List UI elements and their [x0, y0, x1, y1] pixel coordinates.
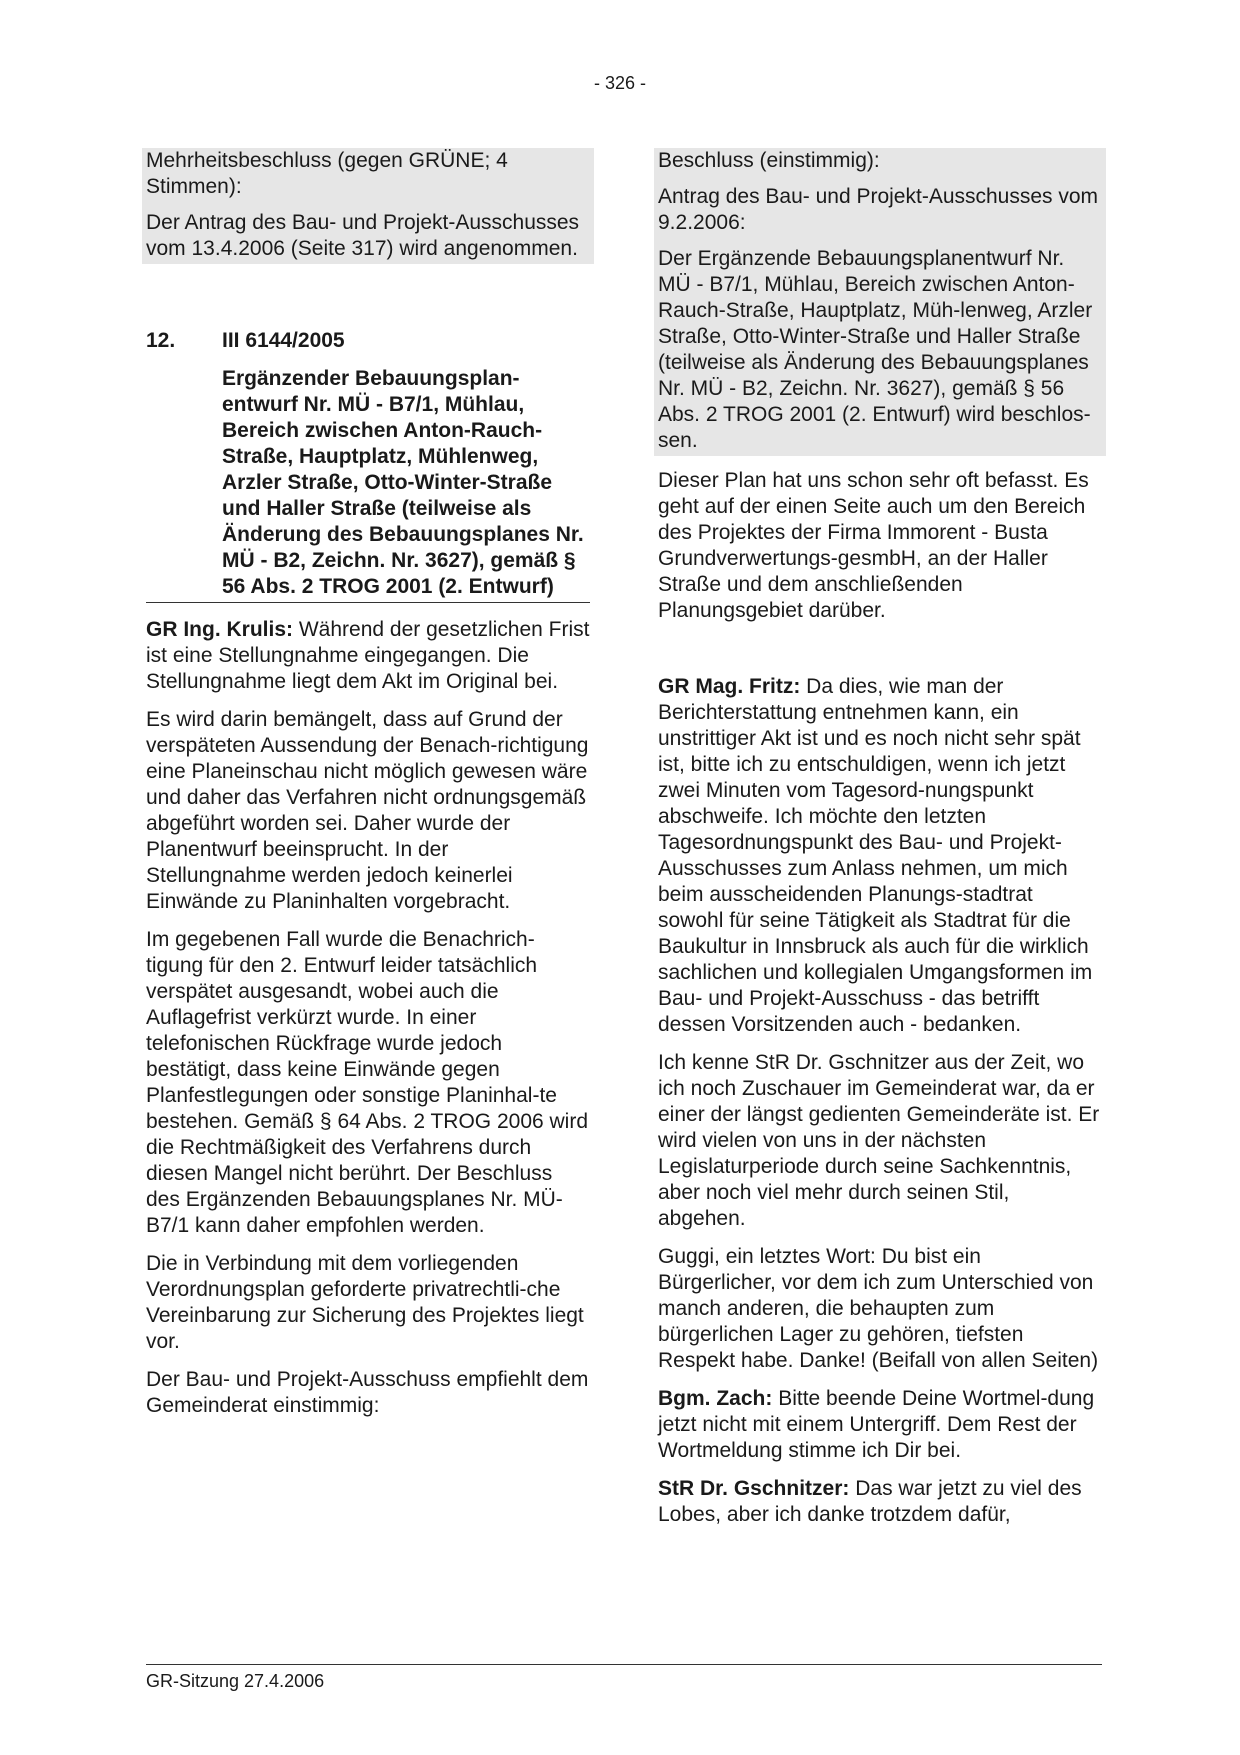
footer-text: GR-Sitzung 27.4.2006: [146, 1671, 325, 1691]
agenda-number: 12.: [146, 329, 176, 352]
resolution-text: Der Antrag des Bau- und Projekt-Ausschusses vom 13.4.2006 (Seite 317) wird angenommen.: [146, 211, 580, 260]
paragraph: Guggi, ein letztes Wort: Du bist ein Bürgerlicher, vor dem ich zum Unterschied von manch anderen, die behaupten zum bürgerlichen Lager zu gehören, tiefsten Respekt habe. Danke! (Beifall von allen Seiten): [658, 1245, 1099, 1372]
paragraph: Ich kenne StR Dr. Gschnitzer aus der Zeit, wo ich noch Zuschauer im Gemeinderat war, da er einer der längst gedienten Gemeinderäte ist. Er wird vielen von uns in der nächsten Legislaturperiode durch seine Sachkenntnis, aber noch viel mehr durch seinen Stil, abgehen.: [658, 1051, 1100, 1230]
paragraph: Die in Verbindung mit dem vorliegenden Verordnungsplan geforderte privatrechtli-che Vereinbarung zur Sicherung des Projektes liegt vor.: [146, 1252, 584, 1353]
speech-text: Bitte beende Deine Wortmel-dung jetzt nicht mit einem Untergriff. Dem Rest der Wortmeldung stimme ich Dir bei.: [658, 1387, 1095, 1462]
right-column: [658, 148, 1102, 1540]
resolution-subheading: Antrag des Bau- und Projekt-Ausschusses vom 9.2.2006:: [658, 185, 1099, 234]
resolution-heading: Mehrheitsbeschluss (gegen GRÜNE; 4 Stimmen):: [146, 149, 508, 198]
paragraph: Es wird darin bemängelt, dass auf Grund der verspäteten Aussendung der Benach-richtigung eine Planeinschau nicht möglich gewesen wäre und daher das Verfahren nicht ordnungsgemäß abgeführt worden sei. Daher wurde der Planentwurf beeinsprucht. In der Stellungnahme werden jedoch keinerlei Einwände zu Planinhalten vorgebracht.: [146, 708, 589, 913]
resolution-box-right: [654, 148, 1106, 456]
speaker-name: GR Ing. Krulis:: [146, 618, 293, 641]
resolution-box-left: [142, 148, 594, 264]
speech-fritz: [658, 674, 1102, 1038]
speech-gschnitzer: [658, 1476, 1102, 1528]
speech-zach: [658, 1386, 1102, 1464]
speech-text: Das war jetzt zu viel des Lobes, aber ich danke trotzdem dafür,: [658, 1477, 1082, 1526]
paragraph: Im gegebenen Fall wurde die Benachrich-tigung für den 2. Entwurf leider tatsächlich verspätet ausgesandt, wobei auch die Auflagefrist verkürzt wurde. In einer telefonischen Rückfrage wurde jedoch bestätigt, dass keine Einwände gegen Planfestlegungen oder sonstige Planinhal-te bestehen. Gemäß § 64 Abs. 2 TROG 2006 wird die Rechtmäßigkeit des Verfahrens durch diesen Mangel nicht berührt. Der Beschluss des Ergänzenden Bebauungsplanes Nr. MÜ-B7/1 kann daher empfohlen werden.: [146, 928, 589, 1237]
agenda-reference: III 6144/2005: [222, 329, 345, 352]
left-column: [146, 148, 590, 1431]
agenda-title: Ergänzender Bebauungsplan-entwurf Nr. MÜ - B7/1, Mühlau, Bereich zwischen Anton-Rauch-Straße, Hauptplatz, Mühlenweg, Arzler Straße, Otto-Winter-Straße und Haller Straße (teilweise als Änderung des Bebauungsplanes Nr. MÜ - B2, Zeichn. Nr. 3627), gemäß § 56 Abs. 2 TROG 2001 (2. Entwurf): [222, 367, 584, 598]
agenda-item: [146, 328, 590, 603]
resolution-text: Der Ergänzende Bebauungsplanentwurf Nr. MÜ - B7/1, Mühlau, Bereich zwischen Anton-Rauch-Straße, Hauptplatz, Müh-lenweg, Arzler Straße, Otto-Winter-Straße und Haller Straße (teilweise als Änderung des Bebauungsplanes Nr. MÜ - B2, Zeichn. Nr. 3627), gemäß § 56 Abs. 2 TROG 2001 (2. Entwurf) wird beschlos-sen.: [658, 247, 1093, 452]
speech-text: Da dies, wie man der Berichterstattung entnehmen kann, ein unstrittiger Akt ist und es noch nicht sehr spät ist, bitte ich zu entschuldigen, wenn ich jetzt zwei Minuten vom Tagesord-nungspunkt abschweife. Ich möchte den letzten Tagesordnungspunkt des Bau- und Projekt-Ausschusses zum Anlass nehmen, um mich beim ausscheidenden Planungs-stadtrat sowohl für seine Tätigkeit als Stadtrat für die Baukultur in Innsbruck als auch für die wirklich sachlichen und kollegialen Umgangsformen im Bau- und Projekt-Ausschuss - das betrifft dessen Vorsitzenden auch - bedanken.: [658, 675, 1093, 1036]
speaker-name: GR Mag. Fritz:: [658, 675, 801, 698]
note-paragraph: Dieser Plan hat uns schon sehr oft befasst. Es geht auf der einen Seite auch um den Bereich des Projektes der Firma Immorent - Busta Grundverwertungs-gesmbH, an der Haller Straße und dem anschließenden Planungsgebiet darüber.: [658, 469, 1089, 622]
speaker-name: StR Dr. Gschnitzer:: [658, 1477, 850, 1500]
speaker-name: Bgm. Zach:: [658, 1387, 773, 1410]
page-number: - 326 -: [593, 73, 647, 93]
speech-krulis: [146, 617, 590, 695]
speech-text: Während der gesetzlichen Frist ist eine Stellungnahme eingegangen. Die Stellungnahme liegt dem Akt im Original bei.: [146, 618, 590, 693]
paragraph: Der Bau- und Projekt-Ausschuss empfiehlt dem Gemeinderat einstimmig:: [146, 1368, 589, 1417]
footer-divider: [146, 1664, 1102, 1665]
resolution-heading: Beschluss (einstimmig):: [658, 149, 880, 172]
